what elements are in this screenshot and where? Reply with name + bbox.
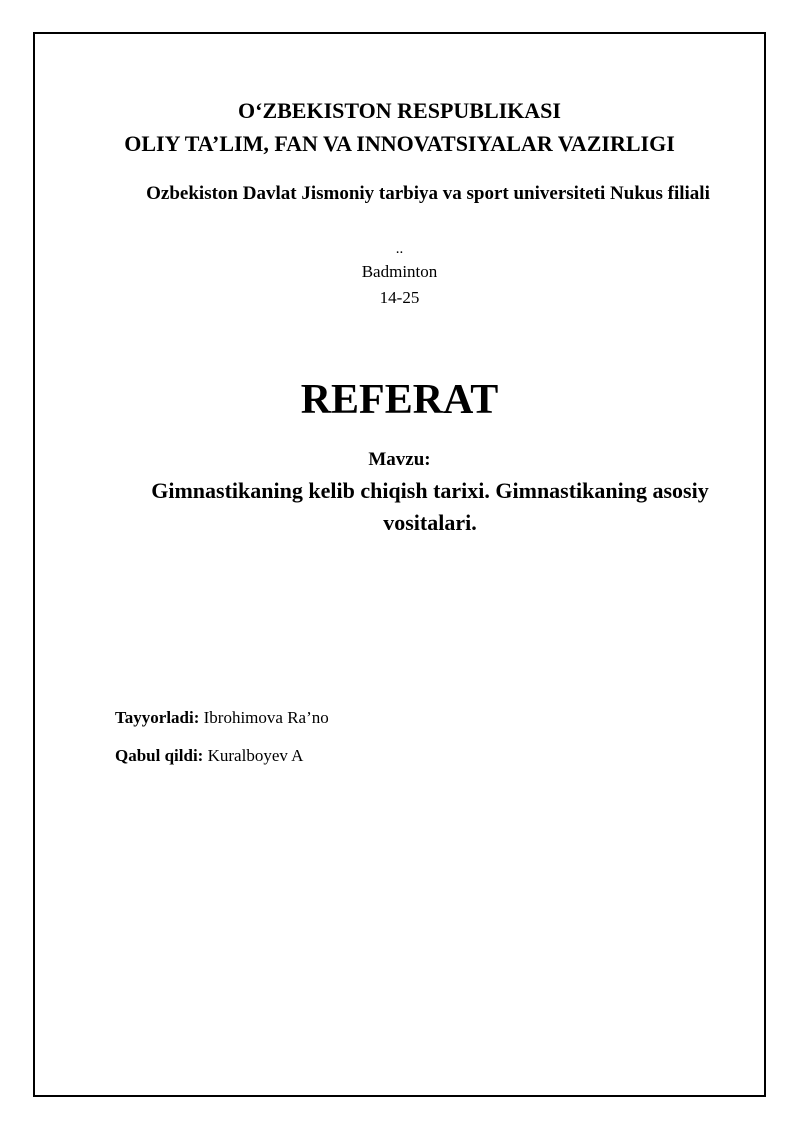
republic-heading: O‘ZBEKISTON RESPUBLIKASI [238,98,561,123]
prepared-by-label: Tayyorladi: [115,708,200,727]
prepared-by-name: Ibrohimova Ra’no [199,708,329,727]
group-label: 14-25 [379,288,420,307]
accepted-by-name: Kuralboyev A [203,746,304,765]
ministry-heading: OLIY TA’LIM, FAN VA INNOVATSIYALAR VAZIRLIGI [124,131,675,156]
accepted-by-label: Qabul qildi: [115,746,204,765]
topic-label: Mavzu: [368,449,431,470]
accepted-by-line [115,744,303,768]
prepared-by-line [115,706,329,730]
document-title: REFERAT [300,377,499,423]
dots-marker: .. [395,241,404,257]
topic-text: Gimnastikaning kelib chiqish tarixi. Gimnastikaning asosiy vositalari. [151,478,709,535]
university-name: Ozbekiston Davlat Jismoniy tarbiya va sport universiteti Nukus filiali [146,183,710,204]
subject-label: Badminton [361,262,438,281]
